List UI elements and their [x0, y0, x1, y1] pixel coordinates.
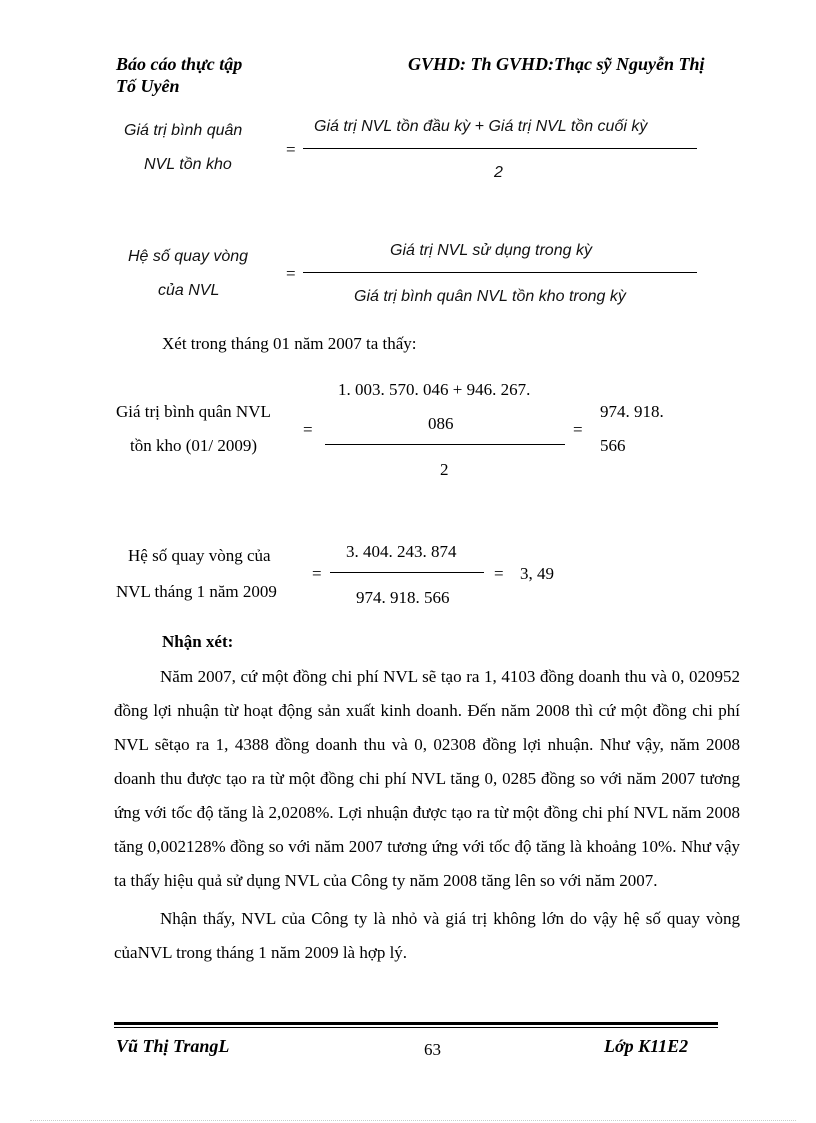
calc1-lhs-line2: tồn kho (01/ 2009)	[130, 436, 258, 455]
formula2-numerator: Giá trị NVL sử dụng trong kỳ	[390, 242, 592, 259]
calc1-fraction-bar	[325, 444, 565, 445]
formula2-equals: =	[286, 264, 296, 283]
remark-paragraph-1: Năm 2007, cứ một đồng chi phí NVL sẽ tạo ra 1, 4103 đồng doanh thu và 0, 020952 đồng lợi nhuận từ hoạt động sản xuất kinh doanh. Đến năm 2008 thì cứ một đồng chi phí NVL sẽtạo ra 1, 4388 đồng doanh thu và 0, 02308 đồng lợi nhuận. Như vậy, năm 2008 doanh thu được tạo ra từ một đồng chi phí NVL tăng 0, 0285 đồng so với năm 2007 tương ứng với tốc độ tăng là 2,0208%. Lợi nhuận được tạo ra từ một đồng chi phí NVL năm 2008 tăng 0,002128% đồng so với năm 2007 tương ứng với tốc độ tăng là khoảng 10%. Như vậy ta thấy hiệu quả sử dụng NVL của Công ty năm 2008 tăng lên so với năm 2007.	[114, 667, 740, 890]
calc1-denominator: 2	[440, 460, 449, 479]
footer-class: Lớp K11E2	[604, 1036, 689, 1056]
remark-title: Nhận xét:	[162, 632, 234, 651]
calc1-numerator-line2: 086	[428, 414, 454, 433]
page-edge-divider	[30, 1120, 796, 1121]
header-left-title: Báo cáo thực tập	[116, 54, 243, 74]
calc2-numerator: 3. 404. 243. 874	[346, 542, 457, 561]
calc1-result-line1: 974. 918.	[600, 402, 664, 421]
formula1-equals: =	[286, 140, 296, 159]
calc2-equals: =	[312, 564, 322, 583]
formula2-lhs-line1: Hệ số quay vòng	[128, 248, 249, 265]
calc1-equals2: =	[573, 420, 583, 439]
remark-paragraph-2: Nhận thấy, NVL của Công ty là nhỏ và giá trị không lớn do vậy hệ số quay vòng củaNVL trong tháng 1 năm 2009 là hợp lý.	[114, 909, 740, 962]
formula1-lhs-line2: NVL tồn kho	[144, 156, 232, 173]
calc1-equals: =	[303, 420, 313, 439]
formula2-denominator: Giá trị bình quân NVL tồn kho trong kỳ	[354, 288, 626, 305]
footer-rule-thick	[114, 1022, 718, 1025]
header-left-author: Tố Uyên	[116, 76, 180, 96]
calc1-numerator-line1: 1. 003. 570. 046 + 946. 267.	[338, 380, 531, 399]
footer-page-number: 63	[424, 1040, 441, 1059]
calc2-lhs-line2: NVL tháng 1 năm 2009	[116, 582, 277, 601]
calc2-result: 3, 49	[520, 564, 554, 583]
formula1-lhs-line1: Giá trị bình quân	[124, 122, 243, 139]
footer-author: Vũ Thị TrangL	[116, 1036, 230, 1056]
calc2-equals2: =	[494, 564, 504, 583]
remark-body	[114, 660, 740, 970]
calc1-result-line2: 566	[600, 436, 626, 455]
calc2-denominator: 974. 918. 566	[356, 588, 450, 607]
formula1-numerator: Giá trị NVL tồn đầu kỳ + Giá trị NVL tồn cuối kỳ	[314, 118, 648, 135]
formula1-denominator: 2	[494, 164, 503, 181]
formula2-lhs-line2: của NVL	[158, 282, 220, 299]
header-right-advisor: GVHD: Th GVHD:Thạc sỹ Nguyễn Thị	[408, 54, 705, 74]
calc2-lhs-line1: Hệ số quay vòng của	[128, 546, 271, 565]
calc2-fraction-bar	[330, 572, 484, 573]
intro-text: Xét trong tháng 01 năm 2007 ta thấy:	[162, 334, 417, 353]
formula1-fraction-bar	[303, 148, 697, 149]
formula2-fraction-bar	[303, 272, 697, 273]
calc1-lhs-line1: Giá trị bình quân NVL	[116, 402, 271, 421]
footer-rule-thin	[114, 1027, 718, 1028]
